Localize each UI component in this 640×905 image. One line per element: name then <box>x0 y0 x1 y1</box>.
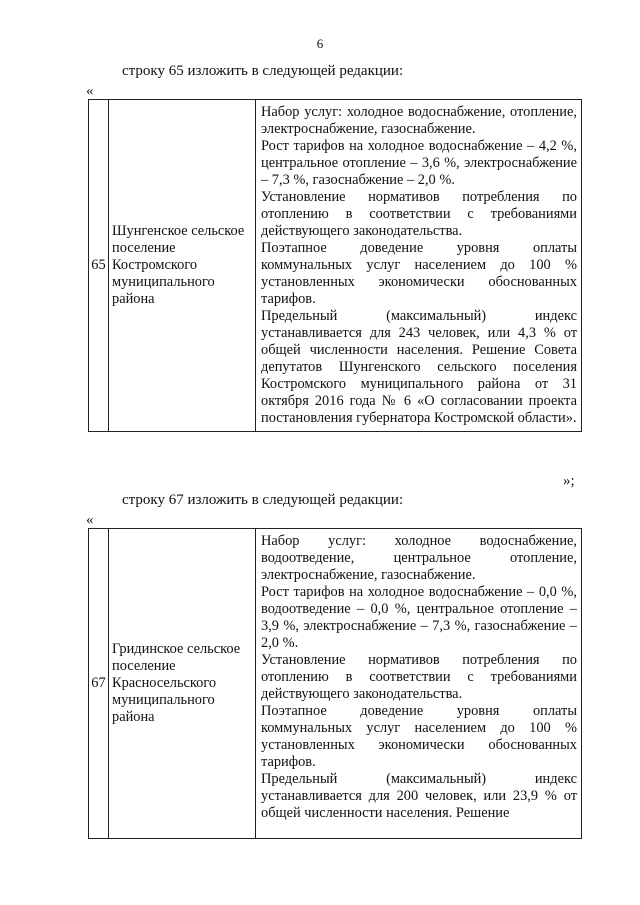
row-description <box>256 100 582 432</box>
table-row <box>89 100 582 432</box>
description-text <box>261 533 577 834</box>
tariff-growth-paragraph: Рост тарифов на холодное водоснабжение – 4,2 %, центральное отопление – 3,6 %, электроснабжение – 7,3 %, газоснабжение – 2,0 %. <box>261 138 577 188</box>
opening-quote: « <box>86 83 94 99</box>
row-number: 67 <box>89 529 109 839</box>
index-paragraph: Предельный (максимальный) индекс устанавливается для 200 человек, или 23,9 % от общей численности населения. Решение <box>261 771 577 821</box>
table-row-67 <box>88 528 582 839</box>
services-paragraph: Набор услуг: холодное водоснабжение, водоотведение, центральное отопление, электроснабжение, газоснабжение. <box>261 533 577 583</box>
opening-quote: « <box>86 512 94 528</box>
municipality-name: Гридинское сельское поселение Красносельского муниципального района <box>109 529 256 839</box>
row-number: 65 <box>89 100 109 432</box>
table-row-65 <box>88 99 582 432</box>
services-paragraph: Набор услуг: холодное водоснабжение, отопление, электроснабжение, газоснабжение. <box>261 104 577 137</box>
closing-quote: »; <box>563 473 575 489</box>
instruction-row-65: строку 65 изложить в следующей редакции: <box>122 63 404 79</box>
payment-level-paragraph: Поэтапное доведение уровня оплаты коммунальных услуг населением до 100 % установленных экономически обоснованных тарифов. <box>261 703 577 770</box>
table-row <box>89 529 582 839</box>
page-number: 6 <box>316 36 324 51</box>
municipality-name: Шунгенское сельское поселение Костромского муниципального района <box>109 100 256 432</box>
norms-paragraph: Установление нормативов потребления по отоплению в соответствии с требованиями действующего законодательства. <box>261 189 577 239</box>
index-decision-paragraph: Предельный (максимальный) индекс устанавливается для 243 человек, или 4,3 % от общей численности населения. Решение Совета депутатов Шунгенского сельского поселения Костромского муниципального района от 31 октября 2016 года № 6 «О согласовании проекта постановления губернатора Костромской области». <box>261 308 577 426</box>
instruction-row-67: строку 67 изложить в следующей редакции: <box>122 492 404 508</box>
tariff-growth-paragraph: Рост тарифов на холодное водоснабжение – 0,0 %, водоотведение – 0,0 %, центральное отопление – 3,9 %, электроснабжение – 7,3 %, газоснабжение – 2,0 %. <box>261 584 577 651</box>
norms-paragraph: Установление нормативов потребления по отоплению в соответствии с требованиями действующего законодательства. <box>261 652 577 702</box>
row-description <box>256 529 582 839</box>
payment-level-paragraph: Поэтапное доведение уровня оплаты коммунальных услуг населением до 100 % установленных экономически обоснованных тарифов. <box>261 240 577 307</box>
